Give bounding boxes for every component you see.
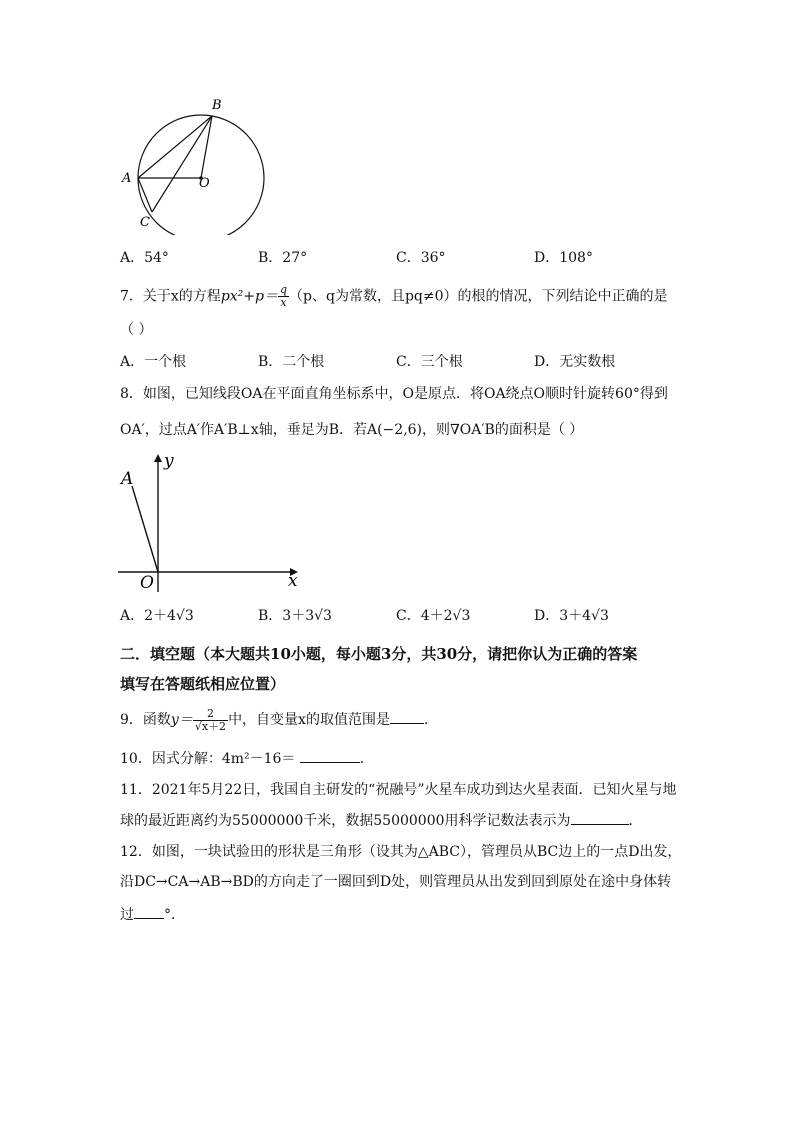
label-O: O <box>199 176 210 191</box>
q8-option-a: A．2＋4√3 <box>120 608 194 624</box>
q12-answer-blank[interactable] <box>134 904 164 919</box>
q8-option-d: D．3＋4√3 <box>534 608 609 624</box>
q9-fraction <box>193 708 228 733</box>
q10-end: ． <box>359 751 374 767</box>
q8-option-c: C．4＋2√3 <box>396 608 471 624</box>
q7-text-b: （p、q为常数，且pq≠0）的根的情况，下列结论中正确的是 <box>289 288 668 305</box>
q11-answer-blank[interactable] <box>571 810 629 825</box>
segment-OA <box>132 486 158 572</box>
section-2-heading-line2: 填写在答题纸相应位置） <box>120 675 286 693</box>
y-axis-arrow <box>154 454 162 462</box>
q7-frac-num: q <box>279 283 288 296</box>
q7-option-d: D．无实数根 <box>534 354 616 370</box>
q12-line2: 沿DC→CA→AB→BD的方向走了一圈回到D处，则管理员从出发到回到原处在途中身体转 <box>120 874 672 890</box>
q10 <box>120 748 374 769</box>
q11-line1: 11．2021年5月22日，我国自主研发的“祝融号”火星车成功到达火星表面．已知火星与地 <box>120 782 677 798</box>
q9 <box>120 706 438 734</box>
q6-option-c: C．36° <box>396 250 446 266</box>
label-A: A <box>122 171 132 186</box>
segment-AB <box>138 116 212 178</box>
q11-line2-text: 球的最近距离约为55000000千米，数据55000000用科学记数法表示为 <box>120 813 571 829</box>
q8-line1: 8．如图，已知线段OA在平面直角坐标系中，O是原点．将OA绕点O顺时针旋转60°得到 <box>120 386 668 402</box>
section-2-heading-line1: 二．填空题（本大题共10小题，每小题3分，共30分，请把你认为正确的答案 <box>120 645 638 663</box>
q6-option-d: D．108° <box>534 250 593 266</box>
q8-option-b: B．3＋3√3 <box>258 608 332 624</box>
q7-frac-den: x <box>280 296 287 309</box>
label-A: A <box>121 469 134 489</box>
q6-option-a: A．54° <box>120 250 169 266</box>
q10-prefix: 10．因式分解：4m²－16＝ <box>120 751 300 767</box>
q10-answer-blank[interactable] <box>300 748 360 763</box>
label-B: B <box>212 98 222 113</box>
q7-equation: px²+p＝ <box>220 288 278 305</box>
q12-end: °． <box>164 907 185 923</box>
q9-frac-den: √x＋2 <box>194 719 227 733</box>
q6-option-b: B．27° <box>258 250 308 266</box>
q11-line2 <box>120 810 643 831</box>
label-C: C <box>140 215 150 230</box>
q11-end: ． <box>628 813 643 829</box>
q12-line1: 12．如图，一块试验田的形状是三角形（设其为△ABC），管理员从BC边上的一点D出发， <box>120 844 682 860</box>
axes-figure <box>112 448 312 596</box>
q7-stem <box>120 284 668 309</box>
circle-figure <box>118 95 268 235</box>
q7-text-a: 7．关于x的方程 <box>120 288 221 305</box>
q7-option-c: C．三个根 <box>396 354 463 370</box>
q7-option-a: A．一个根 <box>120 354 187 370</box>
label-x: x <box>288 571 298 591</box>
q7-option-b: B．二个根 <box>258 354 325 370</box>
label-y: y <box>164 451 174 471</box>
q9-end: ． <box>423 712 438 728</box>
q9-frac-num: 2 <box>193 708 228 721</box>
q9-prefix: 9．函数 <box>120 712 171 728</box>
q7-paren: （ ） <box>120 322 153 338</box>
q8-line2: OA′，过点A′作A′B⊥x轴，垂足为B．若A(−2,6)，则∇OA′B的面积是（ ） <box>120 422 584 438</box>
label-O: O <box>140 573 154 593</box>
q12-line3 <box>120 904 185 925</box>
q9-answer-blank[interactable] <box>390 709 424 724</box>
q7-fraction <box>278 284 289 309</box>
q12-line3-text: 过 <box>120 907 134 923</box>
q9-suffix: 中，自变量x的取值范围是 <box>228 712 390 728</box>
q9-var: y＝ <box>170 712 193 728</box>
